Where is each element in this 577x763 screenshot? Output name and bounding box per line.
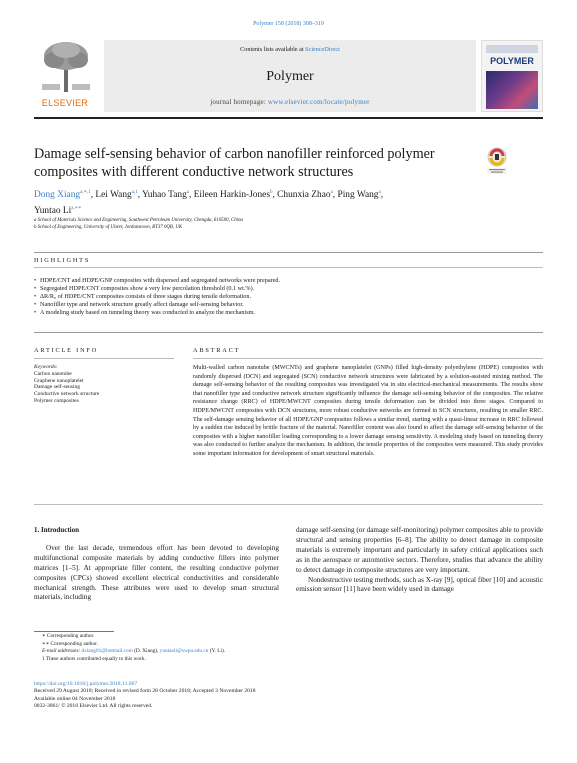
author-sup: a,∗∗ (71, 206, 82, 212)
footnote-emails (34, 648, 543, 656)
section-heading: 1. Introduction (34, 526, 79, 534)
author-separator: , (380, 190, 384, 201)
copyright: 0032-3861/ © 2018 Elsevier Ltd. All rights reserved. (34, 702, 153, 709)
divider (193, 358, 543, 359)
keyword: Carbon nanotube (34, 370, 72, 377)
affiliations (34, 217, 514, 231)
keyword: Polymer composites (34, 397, 79, 404)
footnotes (34, 633, 543, 663)
author-name[interactable]: Dong Xiang (34, 190, 81, 201)
paper-title: Damage self-sensing behavior of carbon nanofiller reinforced polymer composites with different conductive network structures (34, 146, 435, 180)
abstract-heading: ABSTRACT (193, 347, 241, 354)
journal-homepage (104, 98, 476, 106)
cover-title: POLYMER (490, 56, 534, 66)
footnote: 1 These authors contributed equally to this work. (42, 655, 146, 662)
author-name[interactable]: , Lei Wang (90, 190, 132, 201)
cover-artwork (486, 71, 538, 109)
paragraph: damage self-sensing (or damage self-monitoring) polymer composites able to provide structural and sensing properties [6–8]. The ability to detect damage in composite materials is extremely important and particularly in safety critical applications such as in the aerospace or automotive sectors. Therefore, studies that advance the ability to detect damage in composite structures are very important. (296, 526, 543, 574)
available-online: Available online 04 November 2018 (34, 695, 116, 702)
divider (34, 252, 543, 253)
author-name[interactable]: , Ping Wang (332, 190, 379, 201)
journal-cover-image[interactable] (481, 40, 543, 112)
divider (34, 267, 543, 268)
author-sup: a (330, 190, 333, 195)
divider (34, 358, 174, 359)
keyword: Conductive network structure (34, 391, 100, 398)
highlight-item: • A modeling study based on tunneling theory was conducted to analyze the mechanism. (34, 309, 543, 317)
contents-line (104, 46, 476, 53)
intro-right-column (296, 526, 543, 595)
journal-header (34, 40, 543, 112)
homepage-link[interactable]: www.elsevier.com/locate/polymer (267, 98, 370, 106)
highlight-item: • Segregated HDPE/CNT composites show a very low percolation threshold (0.1 wt.%). (34, 285, 543, 293)
contents-prefix: Contents lists available at (240, 46, 306, 53)
keyword: Graphene nanoplatelet (34, 377, 84, 384)
email-link[interactable]: dxiang01@hotmail.com (81, 648, 133, 655)
homepage-prefix: journal homepage: (210, 98, 268, 106)
author-sup: a,1 (131, 190, 138, 195)
footnote-divider (34, 631, 114, 632)
author-name[interactable]: , Yuhao Tang (137, 190, 187, 201)
author-name[interactable]: , Chunxia Zhao (272, 190, 331, 201)
email-link[interactable]: yuntaoli@swpu.edu.cn (159, 648, 209, 655)
highlight-item: • HDPE/CNT and HDPE/GNP composites with dispersed and segregated networks were prepared. (34, 277, 543, 285)
highlights-list (34, 277, 543, 317)
paragraph: Nondestructive testing methods, such as X-ray [9], optical fiber [10] and acoustic emission sensor [11] have been widely used in damage (296, 575, 543, 594)
received-dates: Received 29 August 2018; Received in revised form 28 October 2018; Accepted 3 November 2018 (34, 688, 256, 695)
elsevier-logo[interactable] (34, 40, 96, 112)
divider (34, 332, 543, 333)
keyword: Damage self-sensing (34, 384, 80, 391)
email-owner: (Y. Li). (208, 648, 226, 655)
keywords-block (34, 364, 174, 405)
author-sup: a,∗,1 (80, 190, 91, 195)
intro-left-column (34, 526, 279, 603)
author-sup: b (269, 190, 273, 195)
author-sup: a (378, 190, 381, 195)
abstract-text: Multi-walled carbon nanotube (MWCNTs) and graphene nanoplatelet (GNPs) filled high-density polyethylene (HDPE) composites with randomly dispersed (DCN) and segregated (SCN) conductive network structures were fabricated by a solution-assisted mixing method. The damage self-sensing behavior of the resulting composites was investigated via in situ electrical-mechanical measurements. The results show that nanofiller type and conductive network structure significantly influence the damage self-sensing behavior of the composites. The relative resistance change (RRC) of HDPE/MWCNT composites during tensile deformation can be divided into three stages. Compared to HDPE/MWCNT composites with DCN structures, more robust conductive networks are formed in SCN structures, resulting in smaller RRC. The self-damage sensing behavior of all HDPE/GNP composites follows a similar trend, starting with a quasi-linear increase in RRC followed by a sudden rise induced by brittle fracture of the material. Nanofiller content was also found to affect the damage self-sensing behavior of the composites with a higher nanofiller loading corresponding to a lower damage sensing sensitivity. A modeling study based on tunneling theory was also conducted to further analyze the mechanism. In addition, the tensile properties of the composites were measured. This study provides some important information for development of smart structural materials. (193, 365, 543, 457)
article-info-heading: ARTICLE INFO (34, 347, 99, 354)
check-for-updates-icon[interactable] (486, 147, 508, 175)
cover-band (486, 45, 538, 53)
divider (34, 504, 543, 505)
keywords-label: Keywords: (34, 364, 58, 370)
sciencedirect-link[interactable]: ScienceDirect (305, 46, 340, 53)
footnote: ∗∗ Corresponding author. (42, 640, 98, 647)
email-label: E-mail addresses: (42, 648, 81, 655)
affiliation-a: a School of Materials Science and Engineering, Southwest Petroleum University, Chengdu, 610500, China (34, 218, 243, 223)
highlight-item: • Nanofiller type and network structure greatly affect damage self-sensing behavior. (34, 301, 543, 309)
header-divider (34, 117, 543, 119)
affiliation-b: b School of Engineering, University of Ulster, Jordanstown, BT37 0QB, UK (34, 225, 183, 230)
journal-banner (104, 40, 476, 112)
elsevier-tree-icon (40, 40, 92, 92)
journal-title: Polymer (266, 69, 314, 84)
highlight-item: • ΔR/R₀ of HDPE/CNT composites consists of three stages during tensile deformation. (34, 293, 543, 301)
doi-link[interactable]: https://doi.org/10.1016/j.polymer.2018.11.007 (34, 681, 138, 687)
author-name[interactable]: Yuntao Li (34, 206, 72, 217)
paragraph: Over the last decade, tremendous effort has been devoted to developing multifunctional composite materials by adding conductive fillers into polymer matrices [1–5]. At appropriate filler content, the resulting conductive polymer composites (CPCs) showed excellent electrical conductivities and considerable mechanical strength. These attributes were used to develop smart structural materials, including (34, 543, 279, 602)
publisher-name: ELSEVIER (41, 98, 89, 108)
author-name[interactable]: , Eileen Harkin-Jones (189, 190, 270, 201)
highlights-heading: HIGHLIGHTS (34, 257, 91, 264)
author-sup: a (186, 190, 190, 195)
footnote: ∗ Corresponding author. (42, 633, 95, 639)
email-owner: (D. Xiang), (132, 648, 160, 655)
article-metadata (34, 681, 543, 710)
journal-reference-link[interactable]: Polymer 158 (2018) 308–319 (253, 21, 324, 27)
author-list (34, 186, 484, 218)
